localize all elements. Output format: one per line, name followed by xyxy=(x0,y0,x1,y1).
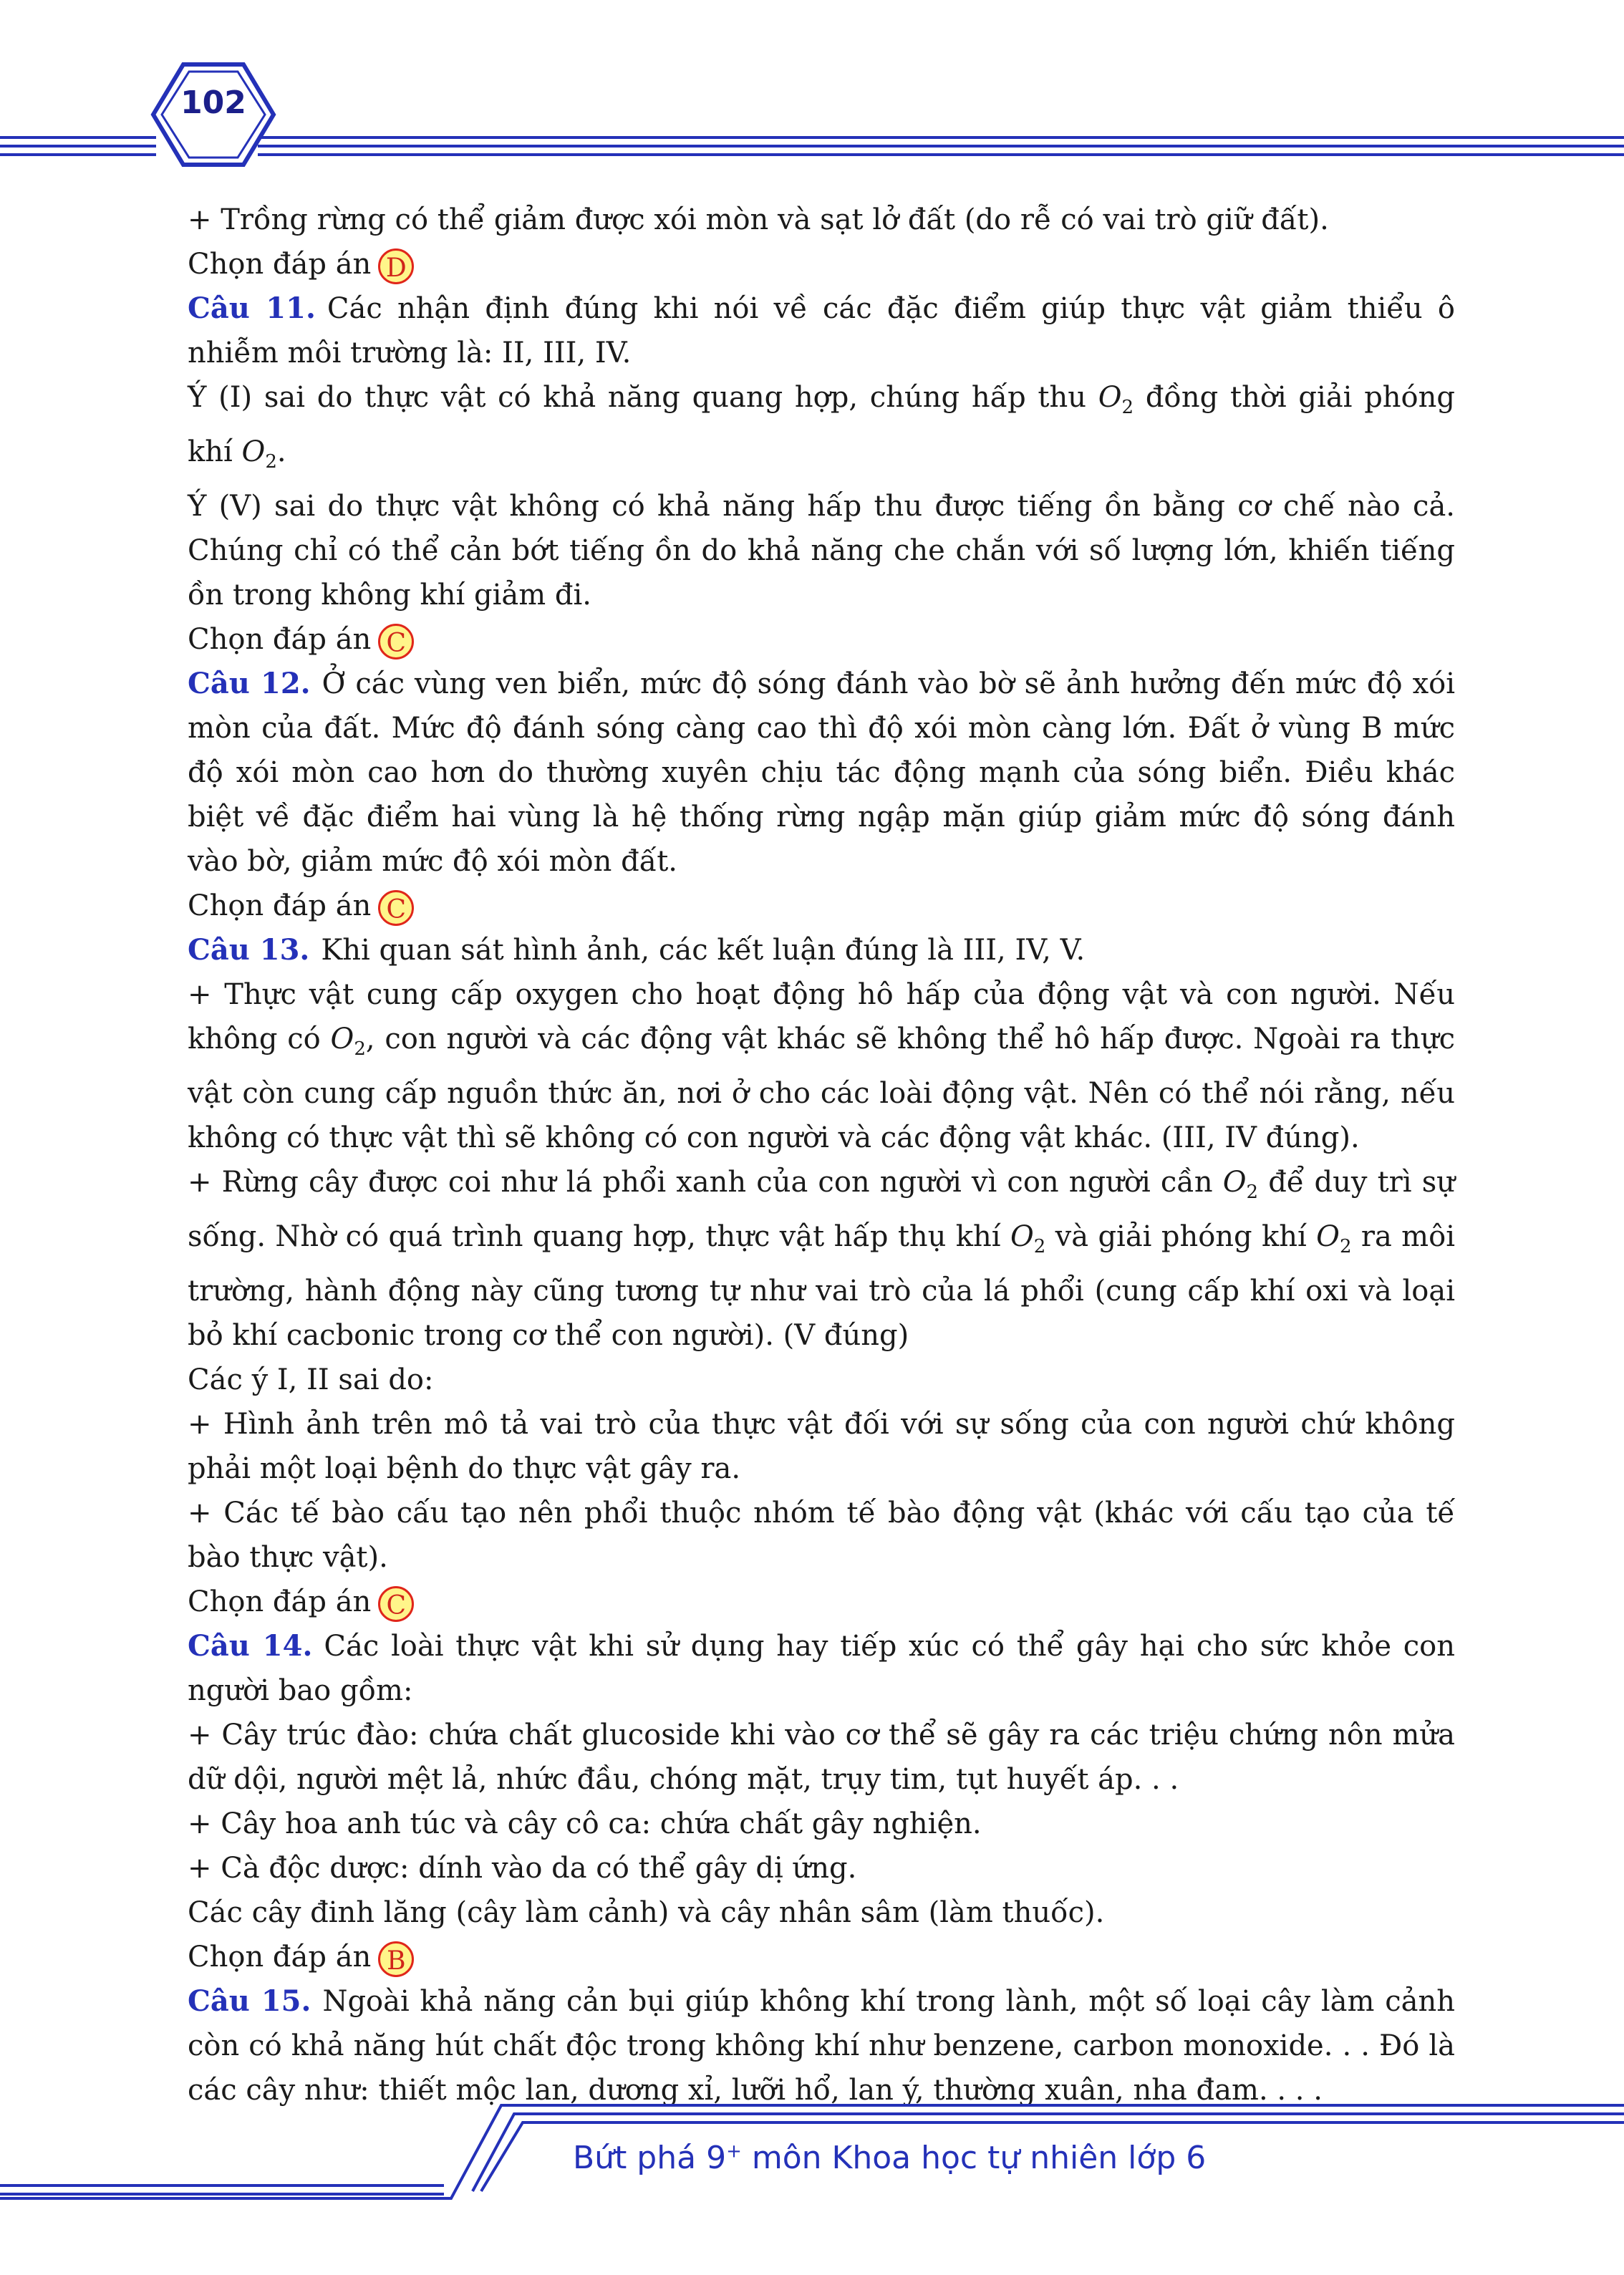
answer-line xyxy=(188,242,1455,286)
question-11: Câu 11. Các nhận định đúng khi nói về các đặc điểm giúp thực vật giảm thiểu ô nhiễm môi trường là: II, III, IV. xyxy=(188,291,1455,369)
answer-badge: C xyxy=(378,624,414,660)
solution-content xyxy=(188,198,1455,2112)
answer-line: Chọn đáp án B xyxy=(188,1935,1455,1979)
page-number: 102 xyxy=(180,84,246,121)
question-label: Câu 15. xyxy=(188,1984,311,2018)
paragraph: + Cây trúc đào: chứa chất glucoside khi vào cơ thể sẽ gây ra các triệu chứng nôn mửa dữ dội, người mệt lả, nhức đầu, chóng mặt, trụy tim, tụt huyết áp. . . xyxy=(188,1719,1455,1796)
paragraph: + Cà độc dược: dính vào da có thể gây dị ứng. xyxy=(188,1852,857,1885)
question-label: Câu 11. xyxy=(188,291,316,325)
paragraph: + Trồng rừng có thể giảm được xói mòn và sạt lở đất (do rễ có vai trò giữ đất). xyxy=(188,203,1329,236)
answer-badge: D xyxy=(378,248,414,284)
choose-label: Chọn đáp án xyxy=(188,248,372,281)
question-15: Câu 15. Ngoài khả năng cản bụi giúp không khí trong lành, một số loại cây làm cảnh còn có khả năng hút chất độc trong không khí như benzene, carbon monoxide. . . Đó là các cây như: thiết mộc lan, dương xỉ, lưỡi hổ, lan ý, thường xuân, nha đam. . . . xyxy=(188,1984,1455,2107)
paragraph: Ý (I) sai do thực vật có khả năng quang hợp, chúng hấp thu $O_2$ đồng thời giải phóng khí $O_2$. xyxy=(188,381,1456,473)
question-label: Câu 12. xyxy=(188,667,311,700)
paragraph: Các ý I, II sai do: xyxy=(188,1363,434,1396)
answer-badge: C xyxy=(378,890,414,926)
question-14: Câu 14. Các loài thực vật khi sử dụng hay tiếp xúc có thể gây hại cho sức khỏe con người bao gồm: xyxy=(188,1629,1455,1707)
answer-line: Chọn đáp án C xyxy=(188,1580,1455,1624)
paragraph: + Các tế bào cấu tạo nên phổi thuộc nhóm tế bào động vật (khác với cấu tạo của tế bào thực vật). xyxy=(188,1497,1455,1574)
paragraph: + Rừng cây được coi như lá phổi xanh của con người vì con người cần $O_2$ để duy trì sự sống. Nhờ có quá trình quang hợp, thực vật hấp thụ khí $O_2$ và giải phóng khí $O_2$ ra môi trường, hành động này cũng tương tự như vai trò của lá phổi (cung cấp khí oxi và loại bỏ khí cacbonic trong cơ thể con người). (V đúng) xyxy=(188,1166,1456,1352)
footer-title: Bứt phá 9+ môn Khoa học tự nhiên lớp 6 xyxy=(573,2140,1207,2176)
paragraph: + Thực vật cung cấp oxygen cho hoạt động hô hấp của động vật và con người. Nếu không có $O_2$, con người và các động vật khác sẽ không thể hô hấp được. Ngoài ra thực vật còn cung cấp nguồn thức ăn, nơi ở cho các loài động vật. Nên có thể nói rằng, nếu không có thực vật thì sẽ không có con người và các động vật khác. (III, IV đúng). xyxy=(188,978,1455,1154)
answer-badge: C xyxy=(378,1586,414,1622)
paragraph: Ý (V) sai do thực vật không có khả năng hấp thu được tiếng ồn bằng cơ chế nào cả. Chúng chỉ có thể cản bớt tiếng ồn do khả năng che chắn với số lượng lớn, khiến tiếng ồn trong không khí giảm đi. xyxy=(188,490,1455,612)
paragraph: Các cây đinh lăng (cây làm cảnh) và cây nhân sâm (làm thuốc). xyxy=(188,1896,1105,1929)
question-12: Câu 12. Ở các vùng ven biển, mức độ sóng đánh vào bờ sẽ ảnh hưởng đến mức độ xói mòn của đất. Mức độ đánh sóng càng cao thì độ xói mòn càng lớn. Đất ở vùng B mức độ xói mòn cao hơn do thường xuyên chịu tác động mạnh của sóng biển. Điều khác biệt về đặc điểm hai vùng là hệ thống rừng ngập mặn giúp giảm mức độ sóng đánh vào bờ, giảm mức độ xói mòn đất. xyxy=(188,667,1455,878)
answer-line: Chọn đáp án C xyxy=(188,617,1455,662)
answer-badge: B xyxy=(378,1941,414,1977)
question-label: Câu 14. xyxy=(188,1629,313,1663)
question-label: Câu 13. xyxy=(188,933,310,967)
paragraph: + Hình ảnh trên mô tả vai trò của thực vật đối với sự sống của con người chứ không phải một loại bệnh do thực vật gây ra. xyxy=(188,1408,1455,1485)
question-13: Câu 13. Khi quan sát hình ảnh, các kết luận đúng là III, IV, V. xyxy=(188,933,1086,967)
paragraph: + Cây hoa anh túc và cây cô ca: chứa chất gây nghiện. xyxy=(188,1807,982,1840)
answer-line: Chọn đáp án C xyxy=(188,884,1455,928)
footer-decoration xyxy=(0,2091,1624,2275)
